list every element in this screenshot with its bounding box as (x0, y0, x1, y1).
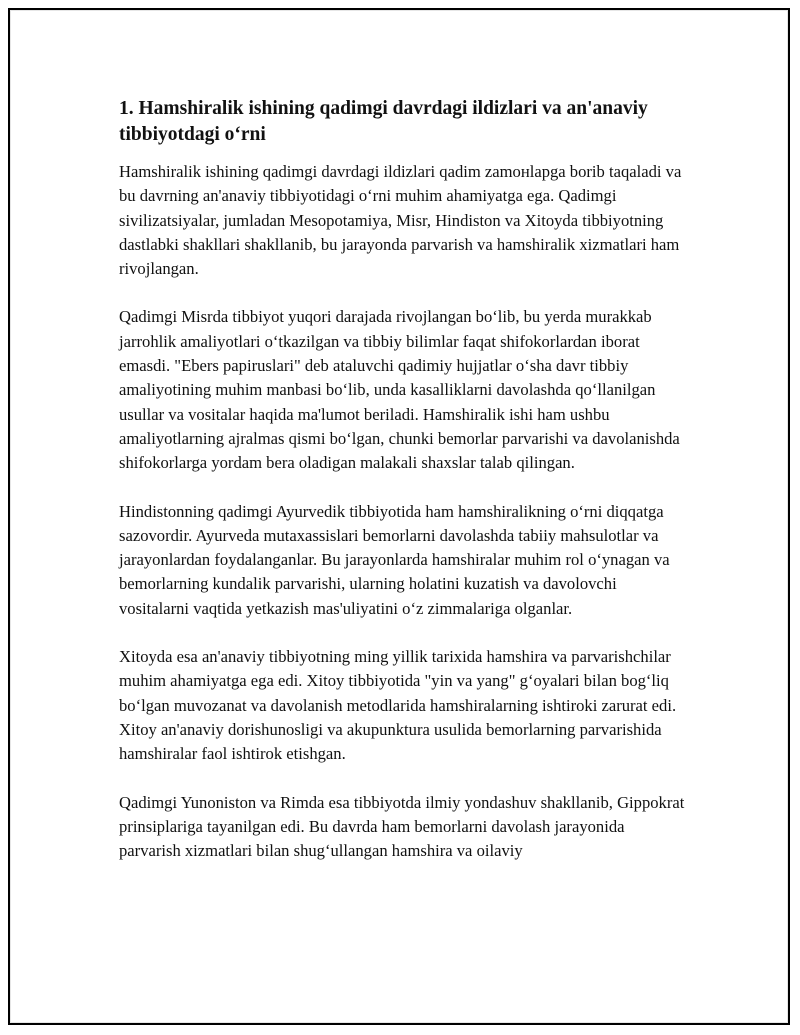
paragraph-greece-rome: Qadimgi Yunoniston va Rimda esa tibbiyotda ilmiy yondashuv shakllanib, Gippokrat prinsiplariga tayanilgan edi. Bu davrda ham bemorlarni davolash jarayonida parvarish xizmatlari bilan shug‘ullangan hamshira va oilaviy (119, 792, 685, 861)
document-body (119, 96, 689, 863)
section-heading: 1. Hamshiralik ishining qadimgi davrdagi ildizlari va an'anaviy tibbiyotdagi o‘rni (119, 98, 648, 145)
paragraph-india: Hindistonning qadimgi Ayurvedik tibbiyotida ham hamshiralikning o‘rni diqqatga sazovordir. Ayurveda mutaxassislari bemorlarni davolashda tabiiy mahsulotlar va jarayonlardan foydalanganlar. Bu jarayonlarda hamshiralar muhim rol o‘ynagan va bemorlarning kundalik parvarishi, ularning holatini kuzatish va davolovchi vositalarni vaqtida yetkazish mas'uliyatini o‘z zimmalariga olganlar. (119, 501, 670, 618)
document-page (8, 8, 790, 1025)
paragraph-egypt: Qadimgi Misrda tibbiyot yuqori darajada rivojlangan bo‘lib, bu yerda murakkab jarrohlik amaliyotlari o‘tkazilgan va tibbiy bilimlar faqat shifokorlardan iborat emasdi. "Ebers papiruslari" deb ataluvchi qadimiy hujjatlar o‘sha davr tibbiy amaliyotining muhim manbasi bo‘lib, unda kasalliklarni davolashda qo‘llanilgan usullar va vositalar haqida ma'lumot beriladi. Hamshiralik ishi ham ushbu amaliyotlarning ajralmas qismi bo‘lgan, chunki bemorlar parvarishi va davolanishda shifokorlarga yordam bera oladigan malakali shaxslar talab qilingan. (119, 307, 680, 473)
paragraph-china: Xitoyda esa an'anaviy tibbiyotning ming yillik tarixida hamshira va parvarishchilar muhim ahamiyatga ega edi. Xitoy tibbiyotida "yin va yang" g‘oyalari bilan bog‘liq bo‘lgan muvozanat va davolanish metodlarida hamshiralarning ishtiroki zarurat edi. Xitoy an'anaviy dorishunosligi va akupunktura usulida bemorlarning parvarishida hamshiralar faol ishtirok etishgan. (119, 647, 677, 764)
paragraph-intro: Hamshiralik ishining qadimgi davrdagi ildizlari qadim zamонlapga borib taqaladi va bu davrning an'anaviy tibbiyotidagi o‘rni muhim ahamiyatga ega. Qadimgi sivilizatsiyalar, jumladan Mesopotamiya, Misr, Hindiston va Xitoyda tibbiyotning dastlabki shakllari shakllanib, bu jarayonda parvarish va hamshiralik xizmatlari ham rivojlangan. (119, 162, 682, 279)
